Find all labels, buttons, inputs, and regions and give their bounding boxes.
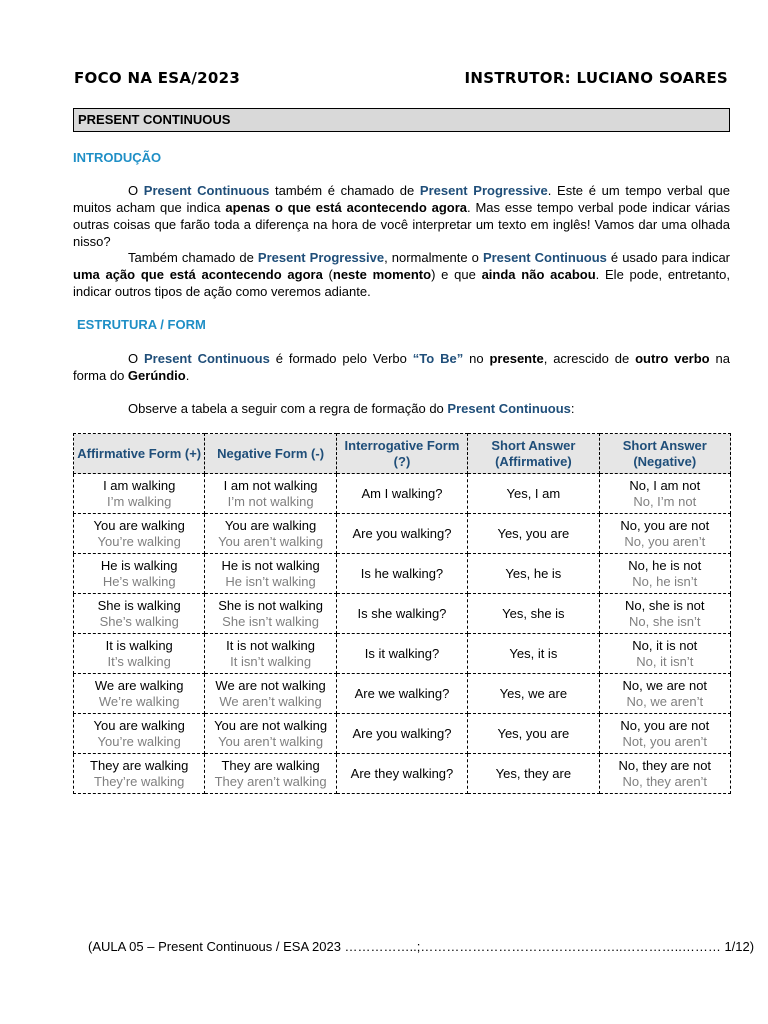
contracted-form: He isn’t walking (225, 573, 316, 589)
intro-heading: INTRODUÇÃO (73, 150, 162, 165)
column-header: Short Answer (Negative) (599, 434, 730, 474)
full-form: Am I walking? (361, 485, 443, 501)
contracted-form: She’s walking (99, 613, 179, 629)
text: também é chamado de (269, 183, 420, 198)
full-form: No, he is not (628, 557, 702, 573)
column-header: Interrogative Form (?) (336, 434, 467, 474)
contracted-form: They aren’t walking (214, 773, 327, 789)
header-course: FOCO NA ESA/2023 (74, 69, 241, 87)
full-form: Are you walking? (352, 725, 452, 741)
contracted-form: No, they aren’t (622, 773, 708, 789)
contracted-form: You aren’t walking (218, 533, 324, 549)
table-cell (468, 674, 599, 714)
topic-title-box (73, 108, 730, 132)
contracted-form: No, it isn’t (636, 653, 694, 669)
full-form: It is not walking (226, 637, 316, 653)
full-form: Are they walking? (350, 765, 454, 781)
column-header: Affirmative Form (+) (74, 434, 205, 474)
table-cell (336, 514, 467, 554)
table-row (74, 674, 731, 714)
table-cell (74, 474, 205, 514)
table-cell (599, 634, 730, 674)
header-instructor: INSTRUTOR: LUCIANO SOARES (464, 69, 728, 87)
full-form: No, we are not (622, 677, 708, 693)
table-cell (599, 474, 730, 514)
contracted-form: It’s walking (107, 653, 171, 669)
text: : (570, 401, 575, 416)
contracted-form: We aren’t walking (219, 693, 322, 709)
full-form: She is not walking (218, 597, 323, 613)
text: . Ele pode, entretanto, indicar outros tipos de ação como veremos adiante. (73, 267, 730, 299)
text: . Este é um tempo verbal que muitos acham que indica (73, 183, 730, 215)
full-form: Yes, they are (495, 765, 572, 781)
bold-phrase: Gerúndio (127, 368, 186, 383)
structure-paragraph-1 (73, 350, 730, 384)
table-cell (205, 474, 336, 514)
contracted-form: No, we aren’t (626, 693, 704, 709)
contracted-form: No, he isn’t (632, 573, 698, 589)
full-form: No, they are not (618, 757, 712, 773)
table-cell (205, 674, 336, 714)
contracted-form: No, you aren’t (624, 533, 706, 549)
contracted-form: You aren’t walking (218, 733, 324, 749)
text: . (185, 368, 190, 383)
table-cell (74, 514, 205, 554)
bold-phrase: outro verbo (635, 351, 710, 366)
full-form: You are walking (93, 717, 185, 733)
contracted-form: He’s walking (102, 573, 176, 589)
full-form: Are you walking? (352, 525, 452, 541)
text: é formado pelo Verbo (269, 351, 413, 366)
table-cell (205, 714, 336, 754)
bold-phrase: apenas o que está acontecendo agora (225, 200, 468, 215)
full-form: No, you are not (620, 717, 710, 733)
full-form: Yes, you are (497, 525, 570, 541)
table-cell (336, 474, 467, 514)
highlight-term: Present Continuous (447, 401, 571, 416)
full-form: Yes, you are (497, 725, 570, 741)
full-form: He is walking (100, 557, 178, 573)
table-cell (599, 714, 730, 754)
full-form: No, she is not (625, 597, 705, 613)
table-cell (599, 554, 730, 594)
highlight-term: “To Be” (412, 351, 464, 366)
table-cell (74, 754, 205, 794)
table-cell (468, 514, 599, 554)
intro-paragraph-2 (73, 249, 730, 300)
bold-phrase: presente (489, 351, 544, 366)
full-form: Yes, he is (505, 565, 562, 581)
topic-title: PRESENT CONTINUOUS (78, 112, 231, 127)
text: é usado para indicar (606, 250, 731, 265)
table-cell (468, 634, 599, 674)
table-row (74, 514, 731, 554)
full-form: They are walking (90, 757, 189, 773)
text: Observe a tabela a seguir com a regra de formação do (128, 401, 448, 416)
full-form: You are not walking (214, 717, 328, 733)
full-form: No, you are not (620, 517, 710, 533)
table-cell (205, 754, 336, 794)
contracted-form: She isn’t walking (222, 613, 319, 629)
highlight-term: Present Continuous (482, 250, 607, 265)
full-form: Are we walking? (354, 685, 450, 701)
contracted-form: I’m not walking (227, 493, 314, 509)
contracted-form: You’re walking (97, 533, 181, 549)
page-header (74, 69, 728, 87)
full-form: No, I am not (629, 477, 701, 493)
bold-phrase: uma ação que está acontecendo agora (73, 267, 323, 282)
table-cell (336, 674, 467, 714)
full-form: We are walking (94, 677, 184, 693)
column-header: Negative Form (-) (205, 434, 336, 474)
full-form: Yes, it is (509, 645, 558, 661)
table-cell (336, 754, 467, 794)
contracted-form: It isn’t walking (230, 653, 312, 669)
text: no (463, 351, 490, 366)
column-header: Short Answer (Affirmative) (468, 434, 599, 474)
table-cell (336, 594, 467, 634)
text: ) e que (431, 267, 482, 282)
full-form: Is he walking? (360, 565, 444, 581)
text: , acrescido de (543, 351, 636, 366)
text: O (128, 183, 144, 198)
full-form: She is walking (97, 597, 181, 613)
full-form: You are walking (224, 517, 317, 533)
table-row (74, 754, 731, 794)
highlight-term: Present Continuous (143, 183, 270, 198)
table-cell (205, 554, 336, 594)
table-cell (336, 554, 467, 594)
structure-paragraph-2 (73, 400, 730, 417)
table-header-row (74, 434, 731, 474)
table-row (74, 474, 731, 514)
full-form: Yes, we are (499, 685, 568, 701)
table-row (74, 554, 731, 594)
table-cell (74, 714, 205, 754)
table-cell (205, 514, 336, 554)
full-form: You are walking (93, 517, 185, 533)
text: O (128, 351, 145, 366)
full-form: We are not walking (215, 677, 326, 693)
bold-phrase: ainda não acabou (481, 267, 596, 282)
highlight-term: Present Progressive (419, 183, 548, 198)
table-cell (205, 594, 336, 634)
table-cell (205, 634, 336, 674)
table-cell (468, 754, 599, 794)
full-form: Is it walking? (364, 645, 440, 661)
table-cell (468, 554, 599, 594)
table-cell (599, 594, 730, 634)
contracted-form: I’m walking (107, 493, 172, 509)
table-cell (74, 674, 205, 714)
table-cell (336, 714, 467, 754)
full-form: It is walking (105, 637, 173, 653)
table-row (74, 594, 731, 634)
text: na forma do (73, 351, 730, 383)
page-footer: (AULA 05 – Present Continuous / ESA 2023 ……………..;………………………………………..…………..……… 1/12) (88, 939, 755, 954)
full-form: Is she walking? (357, 605, 447, 621)
table-cell (468, 474, 599, 514)
contracted-form: They’re walking (94, 773, 185, 789)
text: ( (322, 267, 333, 282)
table-cell (74, 634, 205, 674)
text: , normalmente o (384, 250, 483, 265)
present-continuous-table (73, 433, 731, 794)
full-form: They are walking (221, 757, 320, 773)
contracted-form: We’re walking (98, 693, 180, 709)
table-cell (599, 514, 730, 554)
full-form: Yes, I am (506, 485, 561, 501)
full-form: I am not walking (223, 477, 318, 493)
table-row (74, 714, 731, 754)
table-cell (599, 754, 730, 794)
table-cell (468, 714, 599, 754)
bold-phrase: neste momento (332, 267, 432, 282)
intro-paragraph-1 (73, 182, 730, 250)
table-cell (74, 594, 205, 634)
full-form: I am walking (103, 477, 176, 493)
full-form: Yes, she is (502, 605, 565, 621)
table-row (74, 634, 731, 674)
contracted-form: No, I’m not (633, 493, 697, 509)
table-cell (599, 674, 730, 714)
contracted-form: Not, you aren’t (622, 733, 708, 749)
table-cell (74, 554, 205, 594)
full-form: No, it is not (632, 637, 698, 653)
highlight-term: Present Progressive (257, 250, 385, 265)
highlight-term: Present Continuous (144, 351, 270, 366)
contracted-form: No, she isn’t (629, 613, 701, 629)
text: . Mas esse tempo verbal pode indicar várias outras coisas que farão toda a diferença na hora de você interpretar um texto em inglês! Vamos dar uma olhada nisso? (73, 200, 730, 249)
table-cell (468, 594, 599, 634)
text: Também chamado de (128, 250, 258, 265)
table-body (74, 474, 731, 794)
full-form: He is not walking (221, 557, 320, 573)
contracted-form: You’re walking (97, 733, 181, 749)
table-cell (336, 634, 467, 674)
structure-heading: ESTRUTURA / FORM (77, 317, 206, 332)
